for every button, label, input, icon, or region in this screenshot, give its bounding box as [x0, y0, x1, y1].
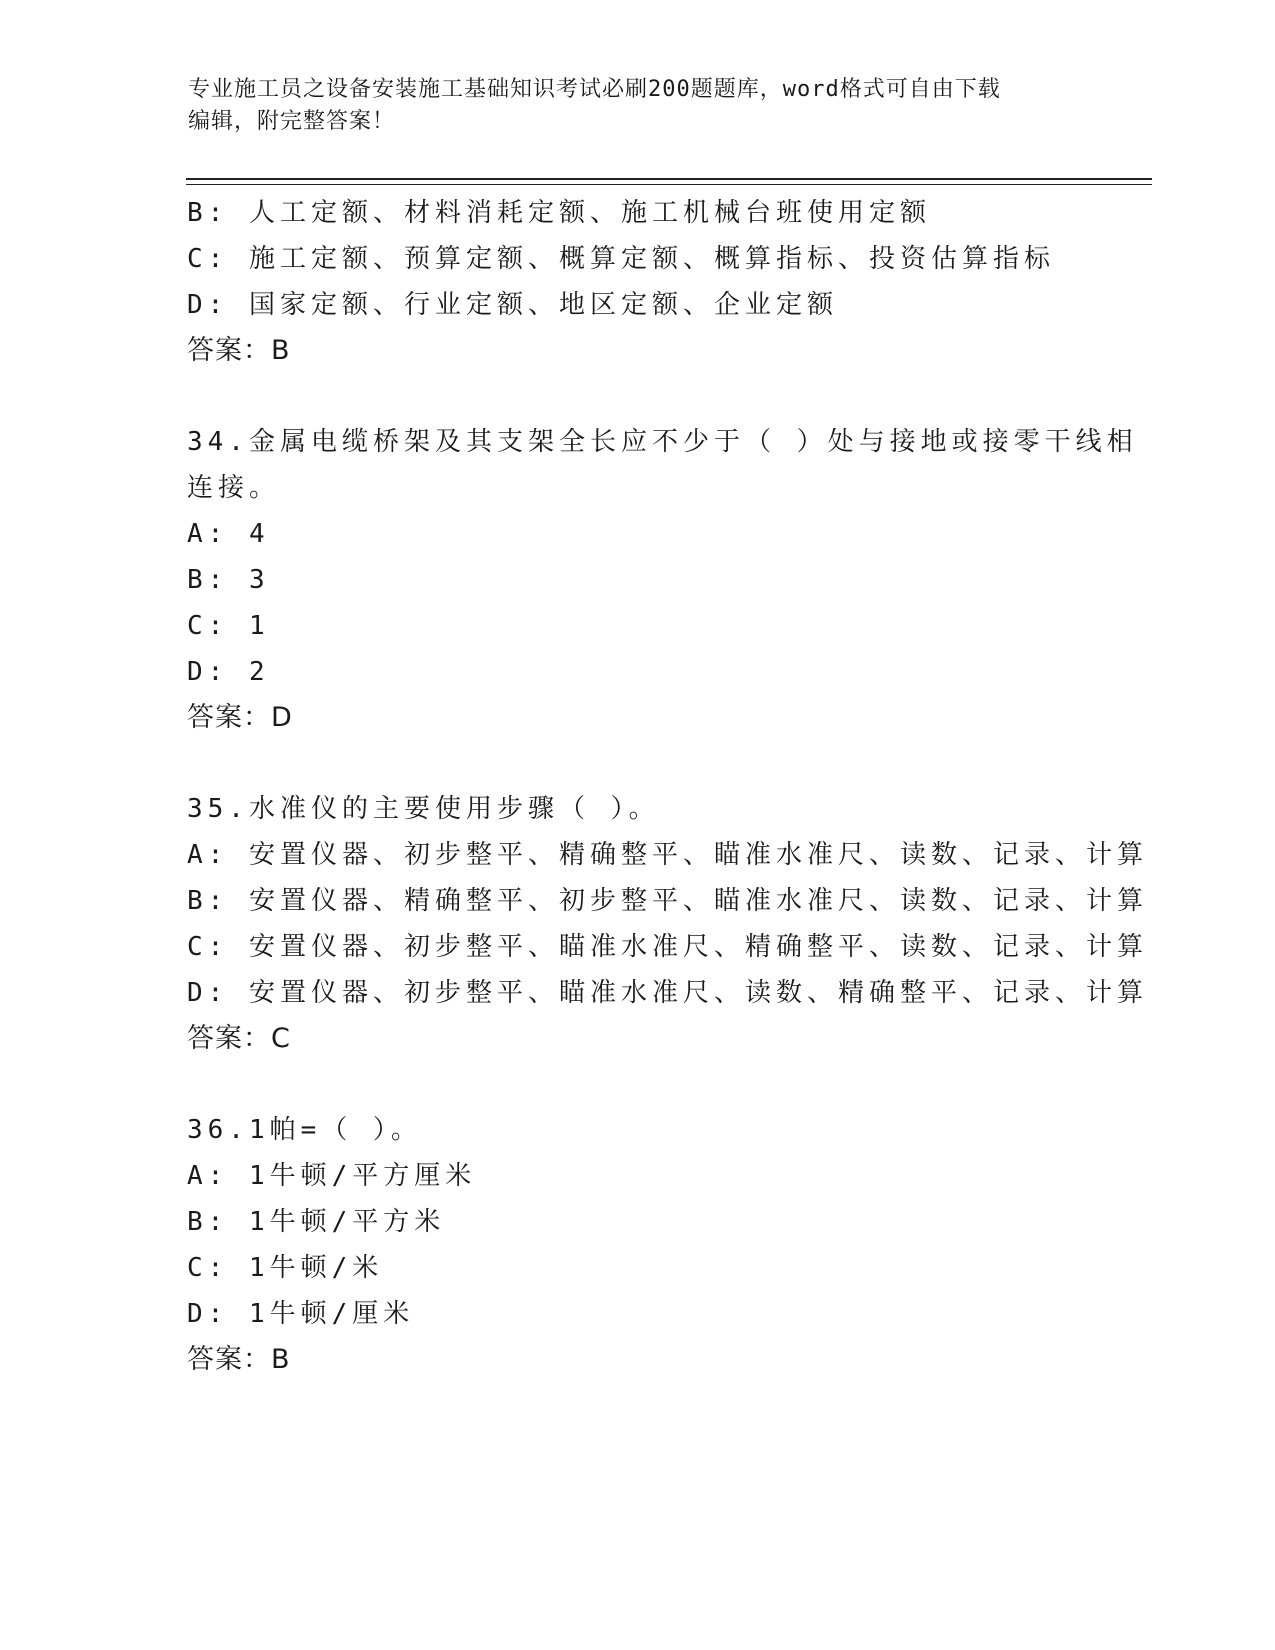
- spacer: [187, 741, 1087, 786]
- header-divider-thick: [186, 178, 1152, 180]
- option-c: C: 1: [187, 611, 270, 641]
- question-list: [187, 190, 1148, 1383]
- question-35: [187, 786, 1148, 1062]
- option-a: A: 1牛顿/平方厘米: [187, 1161, 477, 1191]
- question-text-line-2: 连接。: [187, 473, 281, 503]
- option-b: B: 1牛顿/平方米: [187, 1207, 446, 1237]
- answer: 答案：B: [187, 335, 291, 366]
- option-a: A: 安置仪器、初步整平、精确整平、瞄准水准尺、读数、记录、计算: [187, 840, 1148, 870]
- option-d: D: 安置仪器、初步整平、瞄准水准尺、读数、精确整平、记录、计算: [187, 978, 1148, 1008]
- option-b: B: 安置仪器、精确整平、初步整平、瞄准水准尺、读数、记录、计算: [187, 886, 1148, 916]
- spacer: [187, 374, 1087, 419]
- answer: 答案：B: [187, 1344, 291, 1375]
- header-title-line-1: 专业施工员之设备安装施工基础知识考试必刷200题题库，word格式可自由下载: [188, 77, 1001, 102]
- option-d: D: 1牛顿/厘米: [187, 1299, 415, 1329]
- option-c: C: 1牛顿/米: [187, 1253, 384, 1283]
- question-text: 35.水准仪的主要使用步骤（ ）。: [187, 794, 660, 824]
- header-title-line-2: 编辑，附完整答案！: [188, 109, 396, 134]
- question-text: 36.1帕=（ ）。: [187, 1115, 422, 1145]
- header-divider-thin: [186, 184, 1152, 185]
- option-c: C: 施工定额、预算定额、概算定额、概算指标、投资估算指标: [187, 244, 1055, 274]
- spacer: [187, 1062, 1087, 1107]
- option-b: B: 3: [187, 565, 270, 595]
- answer: 答案：C: [187, 1023, 291, 1054]
- question-36: [187, 1107, 1087, 1383]
- document-header: [188, 74, 1068, 138]
- option-b: B: 人工定额、材料消耗定额、施工机械台班使用定额: [187, 198, 931, 228]
- question-33: [187, 190, 1087, 374]
- answer: 答案：D: [187, 702, 293, 733]
- option-d: D: 国家定额、行业定额、地区定额、企业定额: [187, 290, 838, 320]
- option-c: C: 安置仪器、初步整平、瞄准水准尺、精确整平、读数、记录、计算: [187, 932, 1148, 962]
- option-d: D: 2: [187, 657, 270, 687]
- question-34: [187, 419, 1138, 741]
- question-text-line-1: 34.金属电缆桥架及其支架全长应不少于（ ）处与接地或接零干线相: [187, 427, 1138, 457]
- option-a: A: 4: [187, 519, 270, 549]
